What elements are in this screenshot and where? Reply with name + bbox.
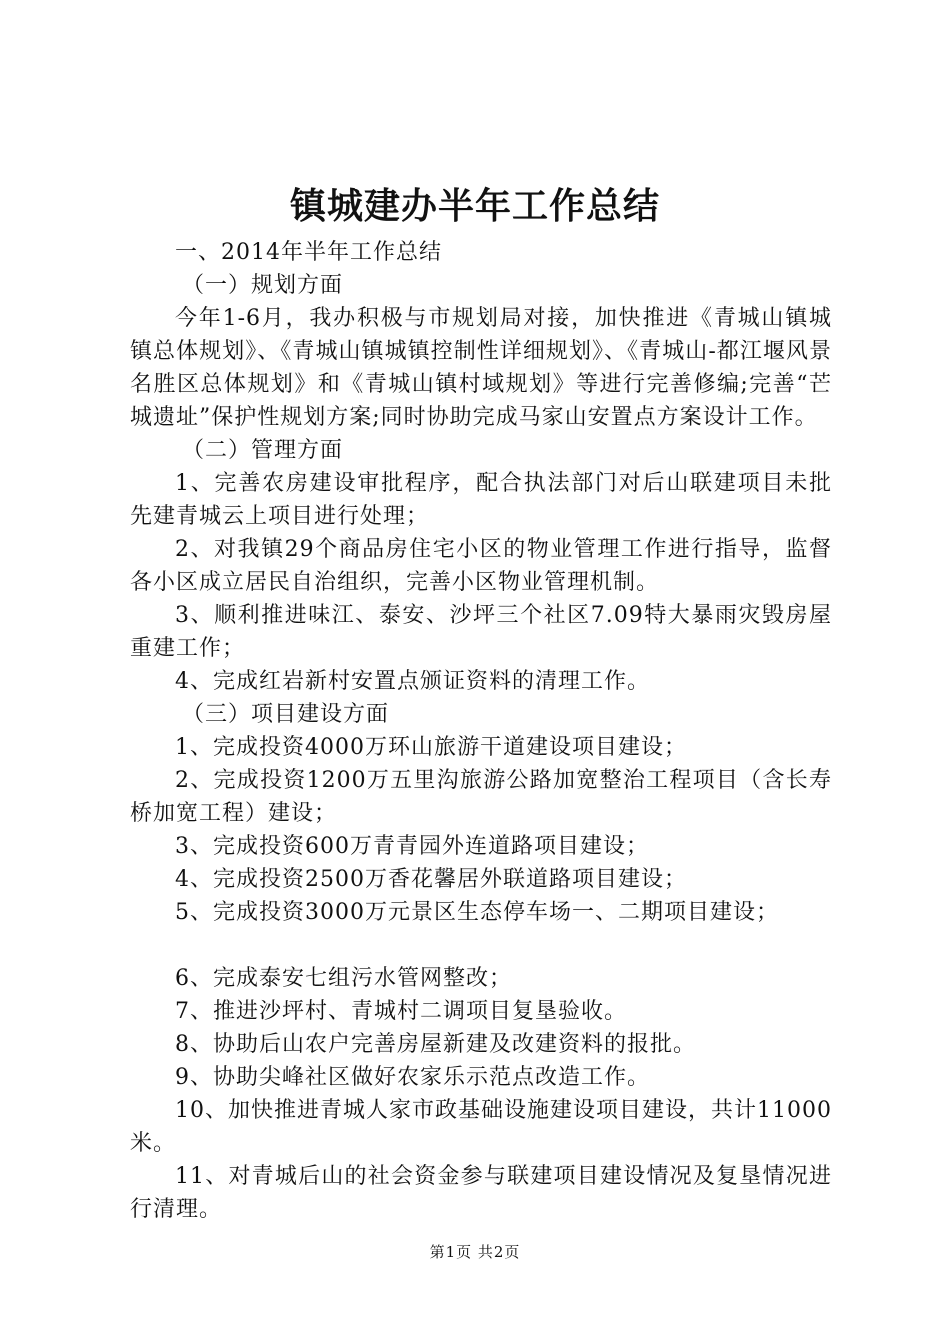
project-item-6: 6、完成泰安七组污水管网整改； [175, 966, 512, 991]
project-item-7: 7、推进沙坪村、青城村二调项目复垦验收。 [175, 999, 627, 1024]
project-item-3: 3、完成投资600万青青园外连道路项目建设； [175, 834, 649, 859]
project-item-8: 8、协助后山农户完善房屋新建及改建资料的报批。 [175, 1032, 696, 1057]
project-item-11: 11、对青城后山的社会资金参与联建项目建设情况及复垦情况进行清理。 [130, 1164, 832, 1222]
project-item-4: 4、完成投资2500万香花馨居外联道路项目建设； [175, 867, 687, 892]
management-item-3: 3、顺利推进味江、泰安、沙坪三个社区7.09特大暴雨灾毁房屋重建工作； [130, 603, 832, 661]
document-body [130, 236, 832, 1226]
management-item-1: 1、完善农房建设审批程序，配合执法部门对后山联建项目未批先建青城云上项目进行处理； [130, 471, 832, 529]
section-heading-1: 一、2014年半年工作总结 [175, 240, 442, 265]
project-item-2: 2、完成投资1200万五里沟旅游公路加宽整治工程项目（含长寿桥加宽工程）建设； [130, 768, 832, 826]
subsection-heading-projects: （三）项目建设方面 [182, 702, 390, 727]
project-item-9: 9、协助尖峰社区做好农家乐示范点改造工作。 [175, 1065, 650, 1090]
subsection-heading-management: （二）管理方面 [182, 438, 344, 463]
project-item-5: 5、完成投资3000万元景区生态停车场一、二期项目建设； [175, 900, 779, 925]
management-item-4: 4、完成红岩新村安置点颁证资料的清理工作。 [175, 669, 650, 694]
paragraph-planning: 今年1-6月，我办积极与市规划局对接，加快推进《青城山镇城镇总体规划》、《青城山镇城镇控制性详细规划》、《青城山-都江堰风景名胜区总体规划》和《青城山镇村域规划》等进行完善修编;完善“芒城遗址”保护性规划方案;同时协助完成马家山安置点方案设计工作。 [130, 306, 832, 430]
blank-line [130, 929, 832, 962]
document-title: 镇城建办半年工作总结 [289, 185, 660, 227]
page-footer: 第1页 共2页 [429, 1243, 521, 1261]
project-item-1: 1、完成投资4000万环山旅游干道建设项目建设； [175, 735, 687, 760]
project-item-10: 10、加快推进青城人家市政基础设施建设项目建设，共计11000米。 [130, 1098, 832, 1156]
management-item-2: 2、对我镇29个商品房住宅小区的物业管理工作进行指导，监督各小区成立居民自治组织，完善小区物业管理机制。 [130, 537, 832, 595]
subsection-heading-planning: （一）规划方面 [182, 273, 344, 298]
